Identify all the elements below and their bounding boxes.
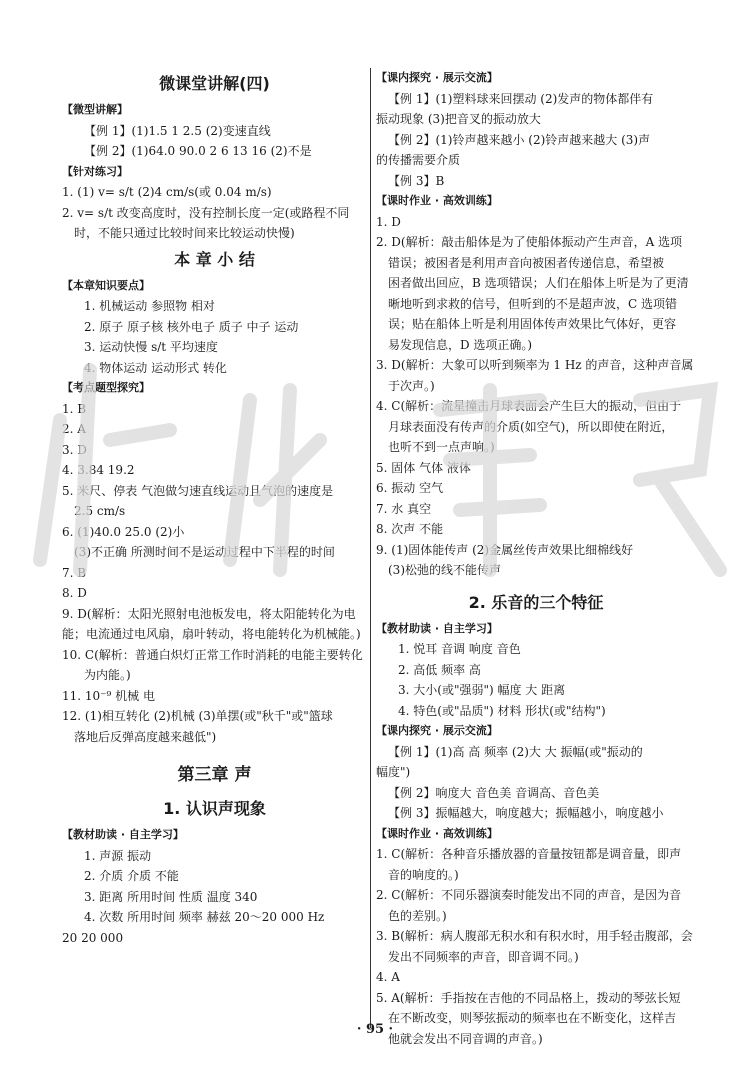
section-title: 微课堂讲解(四) [159, 74, 270, 93]
lesson-title: 1. 认识声现象 [163, 799, 266, 818]
answer-line: 2. v= s/t 改变高度时，没有控制长度一定(或路程不同 [62, 205, 350, 220]
answer-line: 6. 振动 空气 [376, 481, 444, 495]
answer-line: 【例 2】(1)64.0 90.0 2 6 13 16 (2)不是 [84, 144, 312, 158]
section-label: 【针对练习】 [62, 164, 128, 178]
right-column [376, 68, 696, 1049]
answer-line: 7. B [62, 565, 87, 580]
answer-line: 2. A [62, 422, 86, 436]
answer-line: 易发现信息，D 选项正确。) [388, 337, 533, 352]
answer-line: 12. (1)相互转化 (2)机械 (3)单摆(或"秋千"或"篮球 [62, 709, 333, 723]
section-label: 【本章知识要点】 [62, 278, 150, 292]
answer-line: 发出不同频率的声音，即音调不同。) [388, 949, 579, 964]
answer-line: 3. D(解析：大象可以听到频率为 1 Hz 的声音，这种声音属 [376, 358, 694, 372]
answer-line: 4. 物体运动 运动形式 转化 [84, 360, 227, 375]
answer-line: 落地后反弹高度越来越低") [74, 729, 217, 744]
answer-line: 4. 特色(或"品质") 材料 形状(或"结构") [398, 703, 606, 718]
answer-line: 2.5 cm/s [74, 504, 126, 518]
answer-line: 音的响度的。) [388, 867, 459, 882]
section-label: 【课时作业 · 高效训练】 [376, 826, 498, 840]
column-divider [370, 68, 371, 1028]
answer-line: 月球表面没有传声的介质(如空气)，所以即使在附近， [388, 419, 674, 434]
answer-line: 幅度") [376, 765, 411, 779]
chapter-summary-title: 本 章 小 结 [174, 249, 255, 269]
answer-line: 1. C(解析：各种音乐播放器的音量按钮都是调音量，即声 [376, 847, 682, 861]
page-number: · 95 · [356, 1022, 394, 1037]
answer-line: 3. B(解析：病人腹部无积水和有积水时，用手轻击腹部，会 [376, 929, 693, 943]
answer-line: 能；电流通过电风扇，扇叶转动，将电能转化为机械能。) [62, 627, 361, 641]
answer-line: (3)不正确 所测时间不是运动过程中下半程的时间 [74, 545, 335, 559]
answer-line: 2. 介质 介质 不能 [84, 869, 179, 883]
answer-line: 错误；被困者是利用声音向被困者传递信息，希望被 [388, 255, 665, 270]
answer-line: 2. 高低 频率 高 [398, 662, 481, 677]
section-label: 【课时作业 · 高效训练】 [376, 194, 498, 207]
answer-line: 4. 次数 所用时间 频率 赫兹 20～20 000 Hz [84, 910, 325, 924]
answer-line: 1. B [62, 401, 87, 416]
answer-line: 9. (1)固体能传声 (2)金属丝传声效果比细棉线好 [376, 542, 634, 557]
answer-line: 【例 1】(1)1.5 1 2.5 (2)变速直线 [84, 123, 271, 138]
answer-line: 误；贴在船体上听是利用固体传声效果比气体好，更容 [388, 317, 677, 331]
answer-line: 4. A [376, 970, 400, 984]
answer-line: 3. 大小(或"强弱") 幅度 大 距离 [398, 683, 566, 697]
answer-line: 2. 原子 原子核 核外电子 质子 中子 运动 [84, 319, 299, 334]
answer-line: 2. C(解析：不同乐器演奏时能发出不同的声音，是因为音 [376, 888, 682, 902]
section-label: 【教材助读 · 自主学习】 [62, 828, 184, 841]
answer-line: 8. D [62, 586, 87, 600]
answer-line: 1. (1) v= s/t (2)4 cm/s(或 0.04 m/s) [62, 185, 272, 199]
answer-line: 11. 10⁻⁹ 机械 电 [62, 688, 155, 703]
answer-line: 【例 2】响度大 音色美 音调高、音色美 [388, 785, 600, 800]
left-column [62, 68, 367, 948]
answer-line: 1. 声源 振动 [84, 848, 152, 863]
answer-line: 5. 米尺、停表 气泡做匀速直线运动且气泡的速度是 [62, 483, 334, 498]
section-label: 【课内探究 · 展示交流】 [376, 71, 498, 84]
section-label: 【考点题型探究】 [62, 381, 150, 394]
answer-line: 3. 距离 所用时间 性质 温度 340 [84, 889, 258, 904]
chapter-title: 第三章 声 [177, 765, 252, 785]
answer-line: 为内能。) [84, 668, 131, 682]
answer-line: 2. D(解析：敲击船体是为了使船体振动产生声音，A 选项 [376, 235, 683, 249]
answer-line: 【例 2】(1)铃声越来越小 (2)铃声越来越大 (3)声 [388, 132, 651, 147]
answer-line: 于次声。) [388, 378, 435, 393]
answer-line: 【例 1】(1)高 高 频率 (2)大 大 振幅(或"振动的 [388, 744, 643, 759]
lesson-title: 2. 乐音的三个特征 [468, 592, 604, 612]
answer-line: 8. 次声 不能 [376, 522, 444, 536]
answer-line: 【例 3】振幅越大，响度越大；振幅越小，响度越小 [388, 806, 664, 820]
answer-line: 20 20 000 [62, 930, 124, 945]
answer-line: 1. 机械运动 参照物 相对 [84, 299, 215, 313]
answer-line: 也听不到一点声响。) [388, 440, 495, 454]
answer-line: 【例 1】(1)塑料球来回摆动 (2)发声的物体都伴有 [388, 91, 654, 106]
answer-line: 3. D [62, 442, 87, 457]
answer-line: 5. 固体 气体 液体 [376, 460, 471, 475]
answer-line: 【例 3】B [388, 173, 445, 188]
answer-line: 他就会发出不同音调的声音。) [388, 1031, 543, 1046]
answer-line: 5. A(解析：手指按在吉他的不同品格上，拨动的琴弦长短 [376, 990, 681, 1005]
answer-line: 7. 水 真空 [376, 501, 432, 516]
answer-line: (3)松弛的线不能传声 [388, 563, 501, 577]
answer-line: 色的差别。) [388, 908, 447, 923]
answer-line: 在不断改变，则琴弦振动的频率也在不断变化，这样吉 [388, 1011, 677, 1025]
answer-line: 振动现象 (3)把音叉的振动放大 [376, 112, 541, 126]
answer-line: 10. C(解析：普通白炽灯正常工作时消耗的电能主要转化 [62, 647, 363, 662]
answer-line: 困者做出回应，B 选项错误；人们在船体上听是为了更清 [388, 276, 689, 290]
section-label: 【课内探究 · 展示交流】 [376, 724, 498, 737]
answer-line: 4. C(解析：流星撞击月球表面会产生巨大的振动，但由于 [376, 399, 682, 413]
answer-line: 4. 3.84 19.2 [62, 463, 135, 477]
answer-line: 3. 运动快慢 s/t 平均速度 [84, 340, 218, 354]
section-label: 【微型讲解】 [62, 103, 128, 116]
section-label: 【教材助读 · 自主学习】 [376, 621, 498, 635]
answer-line: 的传播需要介质 [376, 153, 461, 167]
answer-line: 1. 悦耳 音调 响度 音色 [398, 642, 521, 656]
answer-line: 9. D(解析：太阳光照射电池板发电，将太阳能转化为电 [62, 606, 356, 621]
answer-line: 时，不能只通过比较时间来比较运动快慢) [74, 226, 295, 240]
answer-line: 6. (1)40.0 25.0 (2)小 [62, 524, 185, 539]
answer-line: 晰地听到求救的信号，但听到的不是超声波，C 选项错 [388, 296, 677, 311]
answer-line: 1. D [376, 214, 401, 229]
